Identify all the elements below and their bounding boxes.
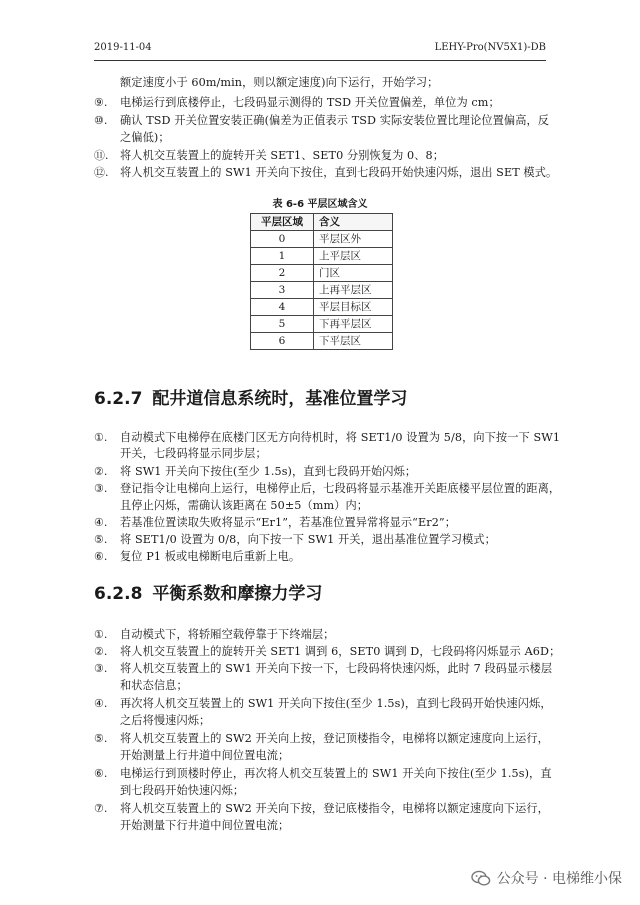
section-number: 6.2.8 [94,584,143,604]
list-item-line: 开始测量下行井道中间位置电流； [120,819,290,832]
table-cell: 6 [251,333,314,350]
list-item-number: ②. [94,465,108,478]
list-item-line: 且停止闪烁，需确认该距离在 50±5（mm）内； [120,499,369,512]
section-title: 平衡系数和摩擦力学习 [152,584,323,604]
list-item-line: 自动模式下电梯停在底楼门区无方向待机时，将 SET1/0 设置为 5/8，向下按一下 SW1 [120,431,561,444]
section-heading [94,388,407,410]
list-item-line: 确认 TSD 开关位置安装正确(偏差为正值表示 TSD 实际安装位置比理论位置偏高，反 [120,114,550,127]
table-header-row [251,214,393,231]
wechat-icon [471,870,491,887]
table-cell: 5 [251,316,314,333]
table-cell: 上平层区 [314,248,393,265]
list-item-number: ⑥. [94,767,108,780]
header-doc-id: LEHY-Pro(NV5X1)-DB [434,42,546,53]
table-cell: 平层目标区 [314,299,393,316]
table-row [251,333,393,350]
list-item-number: ⑦. [94,802,108,815]
list-item-number: ⑪. [94,149,109,162]
list-item-number: ⑨. [94,96,108,109]
table-cell: 0 [251,231,314,248]
watermark [497,868,622,890]
list-item-number: ⑩. [94,114,108,127]
list-item-line: 将人机交互装置上的 SW1 开关向下按住，直到七段码开始快速闪烁，退出 SET 模式。 [120,166,558,179]
list-item-number: ⑫. [94,166,109,179]
table-cell: 2 [251,265,314,282]
list-item-line: 将人机交互装置上的 SW2 开关向下按，登记底楼指令，电梯将以额定速度向下运行， [120,802,549,815]
list-item-line: 将人机交互装置上的旋转开关 SET1 调到 6，SET0 调到 D，七段码将闪烁显示 A6D； [120,645,561,658]
list-item-number: ①. [94,628,108,641]
table-row [251,299,393,316]
list-item-line: 将 SET1/0 设置为 0/8，向下按一下 SW1 开关，退出基准位置学习模式； [120,533,496,546]
table-row [251,248,393,265]
section-number: 6.2.7 [94,389,143,409]
list-item-line: 自动模式下，将轿厢空载停靠于下终端层； [120,628,335,641]
list-item-line: 开关，七段码将显示同步层； [120,447,267,460]
list-item-line: 将 SW1 开关向下按住(至少 1.5s)，直到七段码开始闪烁； [120,465,417,478]
list-item-number: ⑤. [94,732,108,745]
list-item-number: ①. [94,431,108,444]
list-item-line: 登记指令让电梯向上运行，电梯停止后，七段码将显示基准开关距底楼平层位置的距离， [120,482,561,495]
list-item-line: 开始测量上行井道中间位置电流； [120,749,290,762]
list-item-number: ④. [94,516,108,529]
table-cell: 3 [251,282,314,299]
list-item-number: ②. [94,645,108,658]
list-item-number: ③. [94,482,108,495]
header-rule [94,60,546,61]
table-row [251,265,393,282]
table-cell: 下平层区 [314,333,393,350]
list-item-line: 电梯运行到顶楼时停止，再次将人机交互装置上的 SW1 开关向下按住(至少 1.5s)，直 [120,767,552,780]
list-item-number: ⑤. [94,533,108,546]
watermark-text: 公众号 · 电梯维小保 [496,871,622,887]
table-cell: 4 [251,299,314,316]
table-caption: 表 6-6 平层区域含义 [272,199,368,210]
list-item-line: 和状态信息； [120,679,188,692]
table-row [251,282,393,299]
list-item-line: 再次将人机交互装置上的 SW1 开关向下按住(至少 1.5s)，直到七段码开始快速闪烁， [120,697,552,710]
list-item-line: 之偏低)； [120,131,170,144]
list-item-line: 到七段码开始快速闪烁； [120,784,245,797]
table-row [251,316,393,333]
table-cell: 平层区外 [314,231,393,248]
list-item-number: ③. [94,662,108,675]
leveling-zone-table [250,213,393,350]
section-heading [94,583,322,605]
list-item-line: 复位 P1 板或电梯断电后重新上电。 [120,550,301,563]
table-cell: 门区 [314,265,393,282]
table-header-cell: 平层区域 [251,214,314,231]
list-item-line: 之后将慢速闪烁； [120,714,211,727]
list-item-number: ④. [94,697,108,710]
list-item-line: 将人机交互装置上的 SW1 开关向下按一下，七段码将快速闪烁，此时 7 段码显示楼层 [120,662,553,675]
list-item-line: 额定速度小于 60m/min，则以额定速度)向下运行，开始学习； [120,76,439,89]
table-header-cell: 含义 [314,214,393,231]
table-row [251,231,393,248]
table-cell: 1 [251,248,314,265]
list-item-line: 将人机交互装置上的旋转开关 SET1、SET0 分别恢复为 0、8； [120,149,445,162]
list-item-number: ⑥. [94,550,108,563]
table-cell: 上再平层区 [314,282,393,299]
list-item-line: 电梯运行到底楼停止，七段码显示测得的 TSD 开关位置偏差，单位为 cm； [120,96,500,109]
list-item-line: 若基准位置读取失败将显示“Er1”，若基准位置异常将显示“Er2”； [120,516,457,529]
table-cell: 下再平层区 [314,316,393,333]
list-item-line: 将人机交互装置上的 SW2 开关向上按，登记顶楼指令，电梯将以额定速度向上运行， [120,732,549,745]
section-title: 配井道信息系统时，基准位置学习 [152,389,408,409]
page-header [94,42,546,58]
header-date: 2019-11-04 [94,42,152,53]
